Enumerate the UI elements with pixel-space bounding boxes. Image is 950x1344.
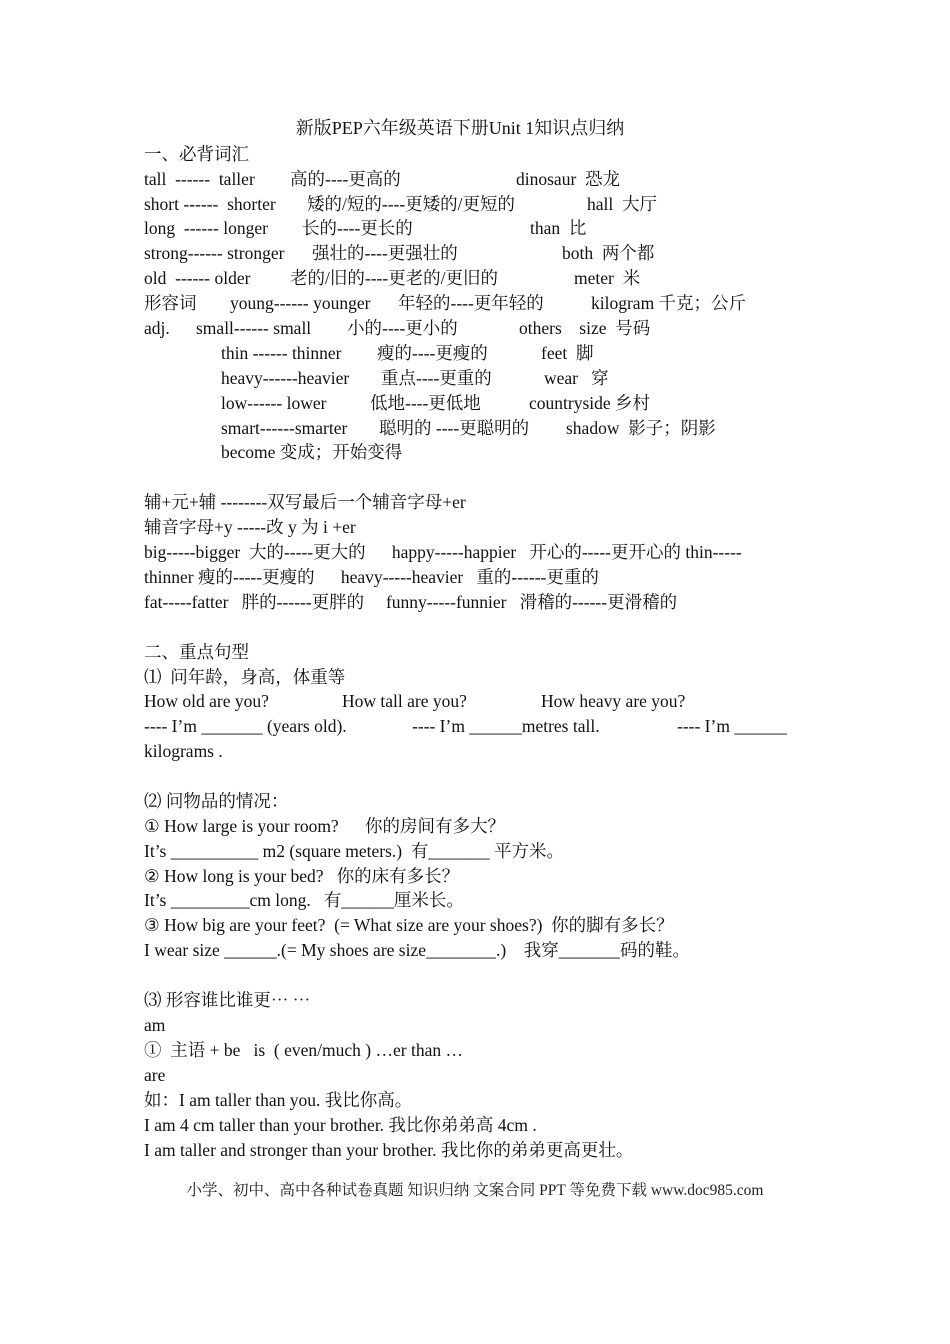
vocab-comparative: smart------smarter bbox=[221, 418, 348, 438]
vocab-word: others size 号码 bbox=[519, 318, 651, 338]
pattern2-answer: It’s __________ m2 (square meters.) 有_______ 平方米。 bbox=[144, 841, 564, 861]
vocab-comparative: short ------ shorter bbox=[144, 194, 276, 214]
vocab-row bbox=[144, 217, 587, 239]
pattern2-answer: It’s _________cm long. 有______厘米长。 bbox=[144, 890, 464, 910]
rule-example-line: thinner 瘦的-----更瘦的 heavy-----heavier 重的------更重的 bbox=[144, 567, 599, 587]
vocab-row bbox=[144, 392, 651, 414]
answer-weight: ---- I’m ______ bbox=[677, 716, 787, 736]
pattern2-question: ② How long is your bed? 你的床有多长？ bbox=[144, 866, 460, 886]
vocab-row bbox=[144, 317, 651, 339]
vocab-row bbox=[144, 342, 594, 364]
vocab-comparative: strong------ stronger bbox=[144, 243, 285, 263]
answer-age: ---- I’m _______ (years old). bbox=[144, 716, 347, 736]
footer-note: 小学、初中、高中各种试卷真题 知识归纳 文案合同 PPT 等免费下载 www.doc985.com bbox=[186, 1182, 764, 1199]
formula-are: are bbox=[144, 1065, 166, 1085]
vocab-meaning: 长的----更长的 bbox=[302, 218, 413, 238]
pattern1-heading: ⑴ 问年龄，身高，体重等 bbox=[144, 667, 346, 687]
vocab-meaning: 强壮的----更强壮的 bbox=[312, 243, 458, 263]
pattern2-answer: I wear size ______.(= My shoes are size________.) 我穿_______码的鞋。 bbox=[144, 940, 690, 960]
vocab-meaning: 老的/旧的----更老的/更旧的 bbox=[290, 268, 499, 288]
vocab-word: feet 脚 bbox=[541, 343, 594, 363]
answer-height: ---- I’m ______metres tall. bbox=[412, 716, 600, 736]
vocab-word: shadow 影子；阴影 bbox=[566, 418, 716, 438]
question-height: How tall are you? bbox=[342, 691, 467, 711]
vocab-meaning: 重点----更重的 bbox=[381, 368, 492, 388]
vocab-word: meter 米 bbox=[574, 268, 641, 288]
vocab-meaning: 年轻的----更年轻的 bbox=[398, 293, 544, 313]
vocab-comparative: old ------ older bbox=[144, 268, 251, 288]
vocab-comparative: low------ lower bbox=[221, 393, 327, 413]
vocab-meaning: 聪明的 ----更聪明的 bbox=[379, 418, 530, 438]
vocab-word: countryside 乡村 bbox=[529, 393, 651, 413]
vocab-comparative: thin ------ thinner bbox=[221, 343, 342, 363]
question-age: How old are you? bbox=[144, 691, 269, 711]
vocab-comparative: tall ------ taller bbox=[144, 169, 255, 189]
vocab-meaning: 瘦的----更瘦的 bbox=[377, 343, 488, 363]
section1-heading: 一、必背词汇 bbox=[144, 144, 249, 164]
vocab-meaning: 高的----更高的 bbox=[290, 169, 401, 189]
vocab-meaning: 矮的/短的----更矮的/更短的 bbox=[307, 194, 516, 214]
vocab-word: both 两个都 bbox=[562, 243, 655, 263]
vocab-row bbox=[144, 168, 621, 190]
pattern2-heading: ⑵ 问物品的情况： bbox=[144, 791, 289, 811]
vocab-word: hall 大厅 bbox=[587, 194, 657, 214]
vocab-comparative: heavy------heavier bbox=[221, 368, 350, 388]
vocab-comparative: long ------ longer bbox=[144, 218, 268, 238]
document-title: 新版PEP六年级英语下册Unit 1知识点归纳 bbox=[295, 118, 625, 138]
vocab-meaning: 低地----更低地 bbox=[370, 393, 481, 413]
rule-double-consonant: 辅+元+辅 --------双写最后一个辅音字母+er bbox=[144, 492, 466, 512]
pattern2-question: ③ How big are your feet? (= What size are your shoes?) 你的脚有多长？ bbox=[144, 915, 674, 935]
rule-y-to-i: 辅音字母+y -----改 y 为 i +er bbox=[144, 517, 356, 537]
vocab-word: wear 穿 bbox=[544, 368, 609, 388]
vocab-meaning: 小的----更小的 bbox=[347, 318, 458, 338]
rule-example-line: big-----bigger 大的-----更大的 happy-----happier 开心的-----更开心的 thin----- bbox=[144, 542, 742, 562]
vocab-row bbox=[144, 367, 609, 389]
answer-row bbox=[144, 715, 787, 737]
example-sentence: 如：I am taller than you. 我比你高。 bbox=[144, 1090, 413, 1110]
vocab-row bbox=[144, 441, 403, 463]
vocab-word: dinosaur 恐龙 bbox=[516, 169, 621, 189]
pattern3-heading: ⑶ 形容谁比谁更⋯ ⋯ bbox=[144, 990, 311, 1010]
formula-am: am bbox=[144, 1015, 166, 1035]
vocab-row bbox=[144, 292, 747, 314]
answer-weight-unit: kilograms . bbox=[144, 741, 223, 761]
question-row bbox=[144, 690, 686, 712]
pattern2-question: ① How large is your room? 你的房间有多大？ bbox=[144, 816, 505, 836]
vocab-row bbox=[144, 267, 641, 289]
vocab-row bbox=[144, 193, 657, 215]
example-sentence: I am taller and stronger than your brother. 我比你的弟弟更高更壮。 bbox=[144, 1140, 634, 1160]
adj-label-cn: 形容词 bbox=[144, 293, 197, 313]
example-sentence: I am 4 cm taller than your brother. 我比你弟弟高 4cm . bbox=[144, 1115, 537, 1135]
vocab-row bbox=[144, 242, 655, 264]
vocab-word: than 比 bbox=[530, 218, 587, 238]
adj-label-en: adj. bbox=[144, 318, 170, 338]
rule-example-line: fat-----fatter 胖的------更胖的 funny-----funnier 滑稽的------更滑稽的 bbox=[144, 592, 678, 612]
vocab-comparative: small------ small bbox=[196, 318, 312, 338]
vocab-become: become 变成；开始变得 bbox=[221, 442, 403, 462]
formula-line: ① 主语 + be is ( even/much ) …er than … bbox=[144, 1040, 463, 1060]
question-weight: How heavy are you? bbox=[541, 691, 686, 711]
vocab-word: kilogram 千克；公斤 bbox=[591, 293, 747, 313]
vocab-row bbox=[144, 417, 716, 439]
section2-heading: 二、重点句型 bbox=[144, 642, 249, 662]
vocab-comparative: young------ younger bbox=[230, 293, 371, 313]
